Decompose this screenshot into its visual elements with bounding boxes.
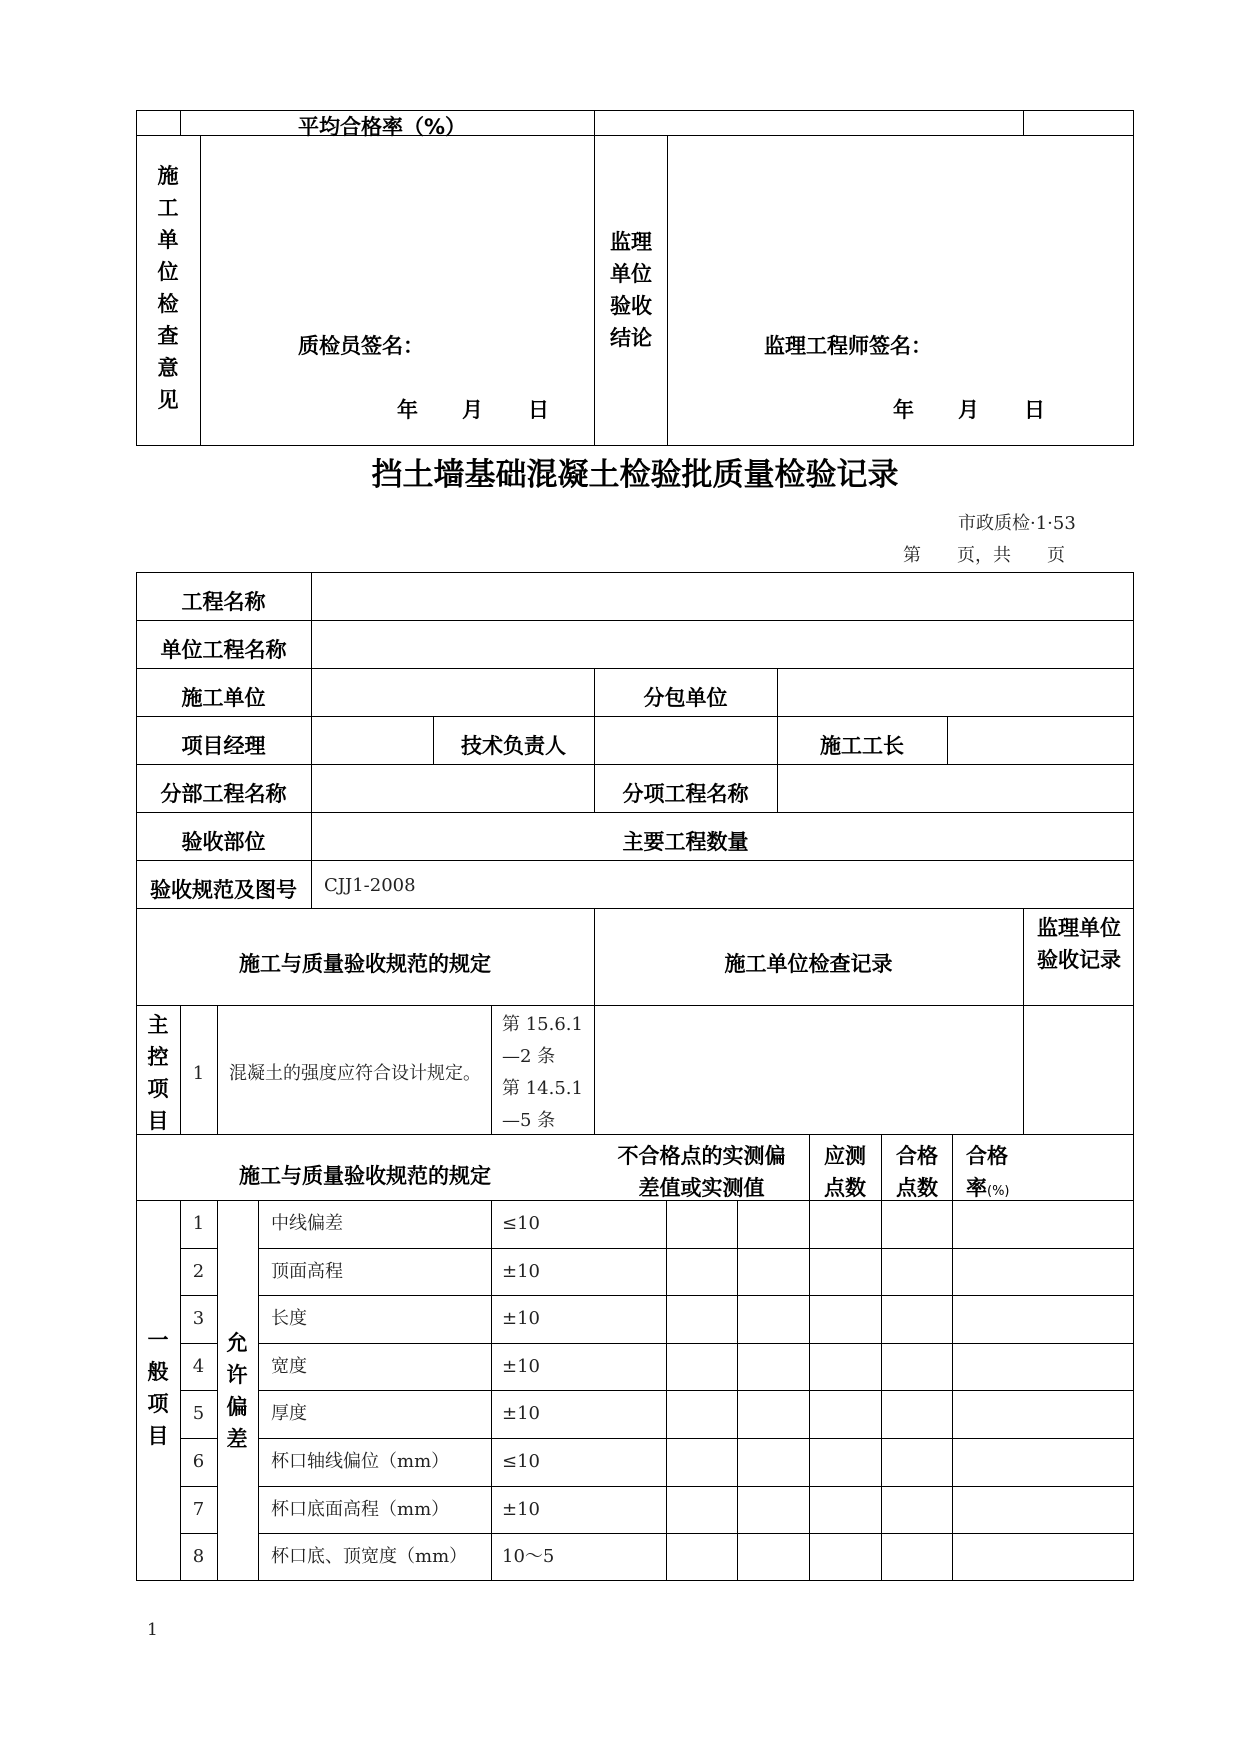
general-row-limit: ±10: [502, 1308, 540, 1330]
pass-rate-unit: (%): [987, 1184, 1010, 1199]
rule: [136, 1005, 1134, 1006]
rule: [180, 1438, 217, 1439]
rule: [136, 764, 1134, 765]
rule: [881, 1134, 882, 1581]
general-row-item: 中线偏差: [271, 1213, 343, 1234]
supervision-record-header: 监理单位验收记录: [1037, 916, 1121, 972]
allowed-deviation-label: 允许偏差: [226, 1331, 248, 1451]
doc-code: 市政质检·1·53: [958, 513, 1076, 534]
rule: [809, 1134, 810, 1581]
general-row-no: 7: [192, 1498, 205, 1520]
construction-opinion-label: 施工单位检查意见: [157, 164, 179, 412]
rule: [136, 716, 1134, 717]
page-number-label: 第 页，共 页: [903, 545, 1065, 566]
rule: [258, 1438, 1134, 1439]
year-label-2: 年: [893, 398, 914, 422]
spec-rules-header-2: 施工与质量验收规范的规定: [239, 1164, 491, 1188]
rule: [258, 1248, 1134, 1249]
clause-2b: —5 条: [502, 1110, 556, 1131]
general-row-limit: ≤10: [502, 1451, 540, 1472]
project-manager-label: 项目经理: [181, 734, 266, 758]
rule: [258, 1533, 1134, 1534]
rule: [180, 1343, 217, 1344]
main-control-label: 主控项目: [147, 1013, 169, 1133]
unit-project-name-label: 单位工程名称: [160, 638, 287, 662]
general-row-limit: ±10: [502, 1260, 540, 1282]
general-row-limit: ±10: [502, 1403, 540, 1425]
pass-rate-header: [966, 1140, 1016, 1208]
deviation-header: 不合格点的实测偏差值或实测值: [617, 1144, 786, 1200]
rule: [200, 135, 201, 446]
supervision-conclusion-label: 监理单位验收结论: [610, 230, 652, 350]
inspector-sign-label: 质检员签名：: [298, 334, 424, 358]
rule: [136, 908, 1134, 909]
general-row-no: 1: [192, 1213, 205, 1234]
rule: [1023, 110, 1024, 135]
general-row-no: 5: [192, 1403, 205, 1425]
rule: [136, 1134, 1134, 1135]
avg-pass-rate-label: 平均合格率（%）: [298, 115, 467, 139]
general-row-item: 长度: [271, 1308, 307, 1330]
check-record-header: 施工单位检查记录: [724, 952, 893, 976]
main-control-no: 1: [192, 1063, 205, 1084]
pass-points-header: 合格点数: [896, 1144, 938, 1200]
general-row-limit: ±10: [502, 1498, 540, 1520]
rule: [258, 1343, 1134, 1344]
spec-label: 验收规范及图号: [150, 878, 297, 902]
rule: [311, 572, 312, 908]
clause-1: 第 15.6.1: [502, 1014, 583, 1035]
page-title: 挡土墙基础混凝土检验批质量检验记录: [371, 457, 899, 493]
rule: [258, 1486, 1134, 1487]
clause-1b: —2 条: [502, 1046, 556, 1067]
pass-rate-label: 合格率: [966, 1144, 1008, 1200]
year-label: 年: [397, 398, 418, 422]
footer-page-number: 1: [147, 1620, 158, 1640]
rule: [258, 1390, 1134, 1391]
rule: [136, 812, 1134, 813]
construction-unit-label: 施工单位: [181, 686, 266, 710]
general-row-no: 8: [192, 1546, 205, 1568]
general-row-item: 杯口底面高程（mm）: [271, 1498, 450, 1520]
project-name-label: 工程名称: [181, 590, 266, 614]
subitem-name-label: 分项工程名称: [622, 782, 749, 806]
month-label-2: 月: [958, 398, 979, 422]
rule: [180, 1533, 217, 1534]
rule: [491, 1005, 492, 1134]
general-row-no: 3: [192, 1308, 205, 1330]
rule: [180, 1390, 217, 1391]
subcontract-unit-label: 分包单位: [643, 686, 728, 710]
rule: [136, 135, 1134, 136]
rule: [136, 620, 1134, 621]
division-name-label: 分部工程名称: [160, 782, 287, 806]
rule: [594, 908, 595, 1134]
general-row-item: 厚度: [271, 1403, 307, 1425]
rule: [258, 1295, 1134, 1296]
main-control-text: 混凝土的强度应符合设计规定。: [229, 1063, 481, 1084]
rule: [180, 110, 181, 135]
rule: [594, 110, 595, 446]
month-label: 月: [462, 398, 483, 422]
tech-lead-label: 技术负责人: [461, 734, 566, 758]
engineer-sign-label: 监理工程师签名：: [764, 334, 932, 358]
general-row-no: 4: [192, 1355, 205, 1377]
rule: [180, 1248, 217, 1249]
rule: [1023, 908, 1024, 1134]
general-row-limit: 10～5: [502, 1546, 555, 1568]
day-label-2: 日: [1024, 398, 1045, 422]
rule: [947, 716, 948, 764]
rule: [217, 1005, 218, 1134]
should-check-header: 应测点数: [824, 1144, 866, 1200]
general-row-no: 6: [192, 1451, 205, 1472]
rule: [136, 668, 1134, 669]
clause-2: 第 14.5.1: [502, 1078, 583, 1099]
rule: [180, 1295, 217, 1296]
general-row-limit: ±10: [502, 1355, 540, 1377]
acceptance-location-label: 验收部位: [181, 830, 266, 854]
general-row-limit: ≤10: [502, 1213, 540, 1234]
foreman-label: 施工工长: [820, 734, 904, 758]
main-quantity-label: 主要工程数量: [622, 830, 749, 854]
spec-rules-header: 施工与质量验收规范的规定: [239, 952, 491, 976]
rule: [136, 860, 1134, 861]
rule: [217, 1200, 218, 1581]
general-label: 一般项目: [147, 1328, 169, 1448]
day-label: 日: [528, 398, 549, 422]
spec-value: CJJ1-2008: [324, 875, 416, 896]
general-row-item: 杯口底、顶宽度（mm）: [271, 1546, 468, 1568]
general-row-item: 顶面高程: [271, 1260, 343, 1282]
rule: [180, 1486, 217, 1487]
general-row-item: 宽度: [271, 1355, 307, 1377]
rule: [667, 135, 668, 446]
general-row-no: 2: [192, 1260, 205, 1282]
rule: [952, 1134, 953, 1581]
general-row-item: 杯口轴线偏位（mm）: [271, 1451, 450, 1472]
